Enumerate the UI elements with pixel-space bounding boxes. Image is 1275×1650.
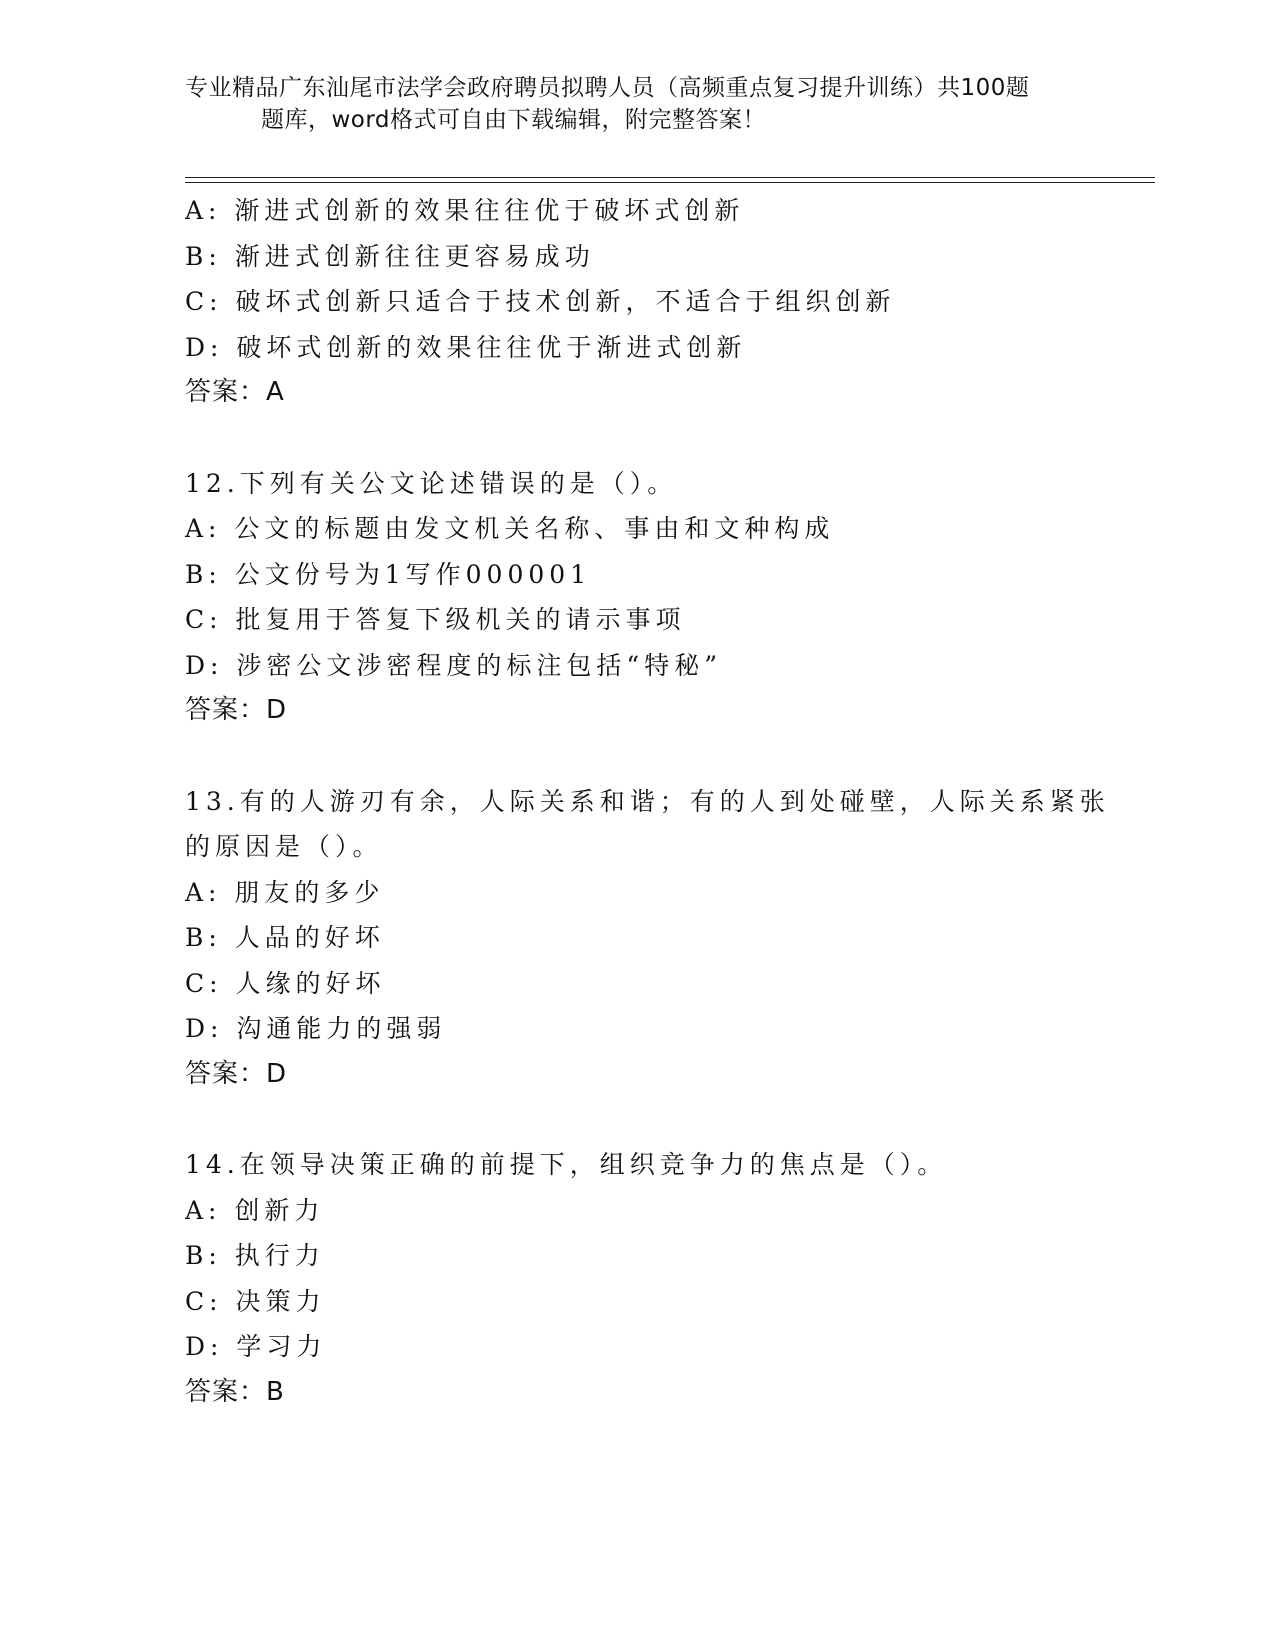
question-text-line2: 的原因是（）。 [185,832,383,861]
option-b: B: 公文份号为1写作000001 [185,559,592,589]
question-block-13 [185,779,1145,1098]
question-block-11 [185,188,1145,416]
header-title-line2: 题库，word格式可自由下载编辑，附完整答案！ [261,107,767,133]
option-b: B: 人品的好坏 [185,923,385,952]
answer-label: 答案：D [185,1058,288,1089]
option-a: A: 创新力 [185,1195,325,1225]
answer-label: 答案：B [185,1376,285,1407]
answer-label: 答案：A [185,377,285,407]
header-title-line1: 专业精品广东汕尾市法学会政府聘员拟聘人员（高频重点复习提升训练）共100题 [185,75,1030,101]
question-text: 12.下列有关公文论述错误的是（）。 [185,468,678,498]
header-divider-top [185,177,1155,178]
option-d: D: 学习力 [185,1332,327,1361]
document-header [185,72,1085,136]
header-divider-bottom [185,182,1155,183]
option-a: A: 公文的标题由发文机关名称、事由和文种构成 [185,514,835,543]
option-d: D: 沟通能力的强弱 [185,1014,447,1043]
question-block-12 [185,461,1145,734]
option-b: B: 渐进式创新往往更容易成功 [185,241,595,271]
question-block-14 [185,1142,1145,1415]
option-a: A: 渐进式创新的效果往往优于破坏式创新 [185,196,745,225]
answer-label: 答案：D [185,695,288,725]
spacer [185,1097,1145,1142]
option-c: C: 人缘的好坏 [185,968,386,998]
option-d: D: 破坏式创新的效果往往优于渐进式创新 [185,332,747,362]
option-a: A: 朋友的多少 [185,877,385,907]
option-d: D: 涉密公文涉密程度的标注包括“特秘” [185,650,722,680]
question-text-line1: 13.有的人游刃有余，人际关系和谐；有的人到处碰壁，人际关系紧张 [185,786,1110,816]
spacer [185,416,1145,461]
option-c: C: 决策力 [185,1286,326,1316]
spacer [185,734,1145,779]
option-c: C: 破坏式创新只适合于技术创新，不适合于组织创新 [185,287,896,316]
question-list [185,188,1145,1415]
option-c: C: 批复用于答复下级机关的请示事项 [185,605,686,634]
question-text: 14.在领导决策正确的前提下，组织竞争力的焦点是（）。 [185,1150,948,1179]
option-b: B: 执行力 [185,1241,325,1270]
